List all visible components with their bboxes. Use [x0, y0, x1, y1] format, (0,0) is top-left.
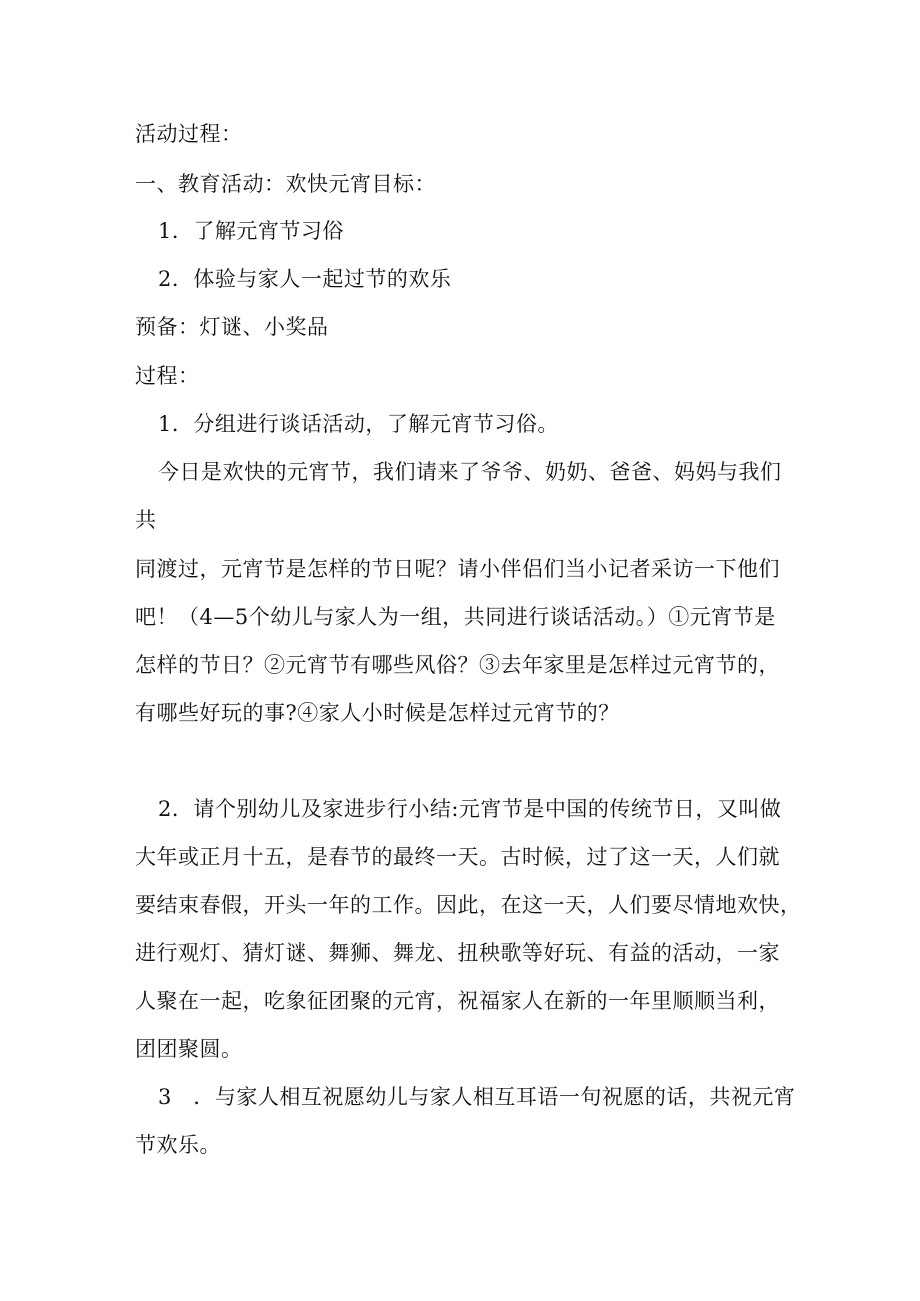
paragraph-line: 大年或正月十五，是春节的最终一天。古时候，过了这一天，人们就: [135, 845, 780, 869]
paragraph-line: 今日是欢快的元宵节，我们请来了爷爷、奶奶、爸爸、妈妈与我们: [158, 460, 782, 484]
section-heading-activity-process: 活动过程：: [135, 122, 243, 146]
paragraph-line: 吧！（4—5个幼儿与家人为一组，共同进行谈话活动。）①元宵节是: [135, 605, 776, 629]
paragraph-line: 节欢乐。: [135, 1133, 221, 1157]
process-step-1: 1．分组进行谈话活动，了解元宵节习俗。: [158, 412, 559, 436]
preparation-line: 预备：灯谜、小奖品: [135, 315, 329, 339]
goal-item-2: 2．体验与家人一起过节的欢乐: [158, 267, 452, 291]
paragraph-line: 共: [135, 508, 157, 532]
paragraph-line: 人聚在一起，吃象征团聚的元宵，祝福家人在新的一年里顺顺当利，: [135, 989, 780, 1013]
process-heading: 过程：: [135, 364, 200, 388]
paragraph-line: 怎样的节日？②元宵节有哪些风俗？③去年家里是怎样过元宵节的，: [135, 653, 780, 677]
process-step-2: 2．请个别幼儿及家进步行小结:元宵节是中国的传统节日，又叫做: [158, 797, 782, 821]
paragraph-line: 团团聚圆。: [135, 1037, 243, 1061]
section-heading-education-activity: 一、教育活动：欢快元宵目标：: [135, 172, 436, 196]
goal-item-1: 1．了解元宵节习俗: [158, 219, 344, 243]
paragraph-line: 要结束春假，开头一年的工作。因此，在这一天，人们要尽情地欢快，: [135, 893, 802, 917]
process-step-3: 3 ．与家人相互祝愿幼儿与家人相互耳语一句祝愿的话，共祝元宵: [158, 1085, 796, 1109]
paragraph-line: 进行观灯、猜灯谜、舞狮、舞龙、扭秧歌等好玩、有益的活动，一家: [135, 941, 780, 965]
paragraph-line: 同渡过，元宵节是怎样的节日呢？请小伴侣们当小记者采访一下他们: [135, 557, 780, 581]
paragraph-line: 有哪些好玩的事?④家人小时候是怎样过元宵节的？: [135, 701, 620, 725]
